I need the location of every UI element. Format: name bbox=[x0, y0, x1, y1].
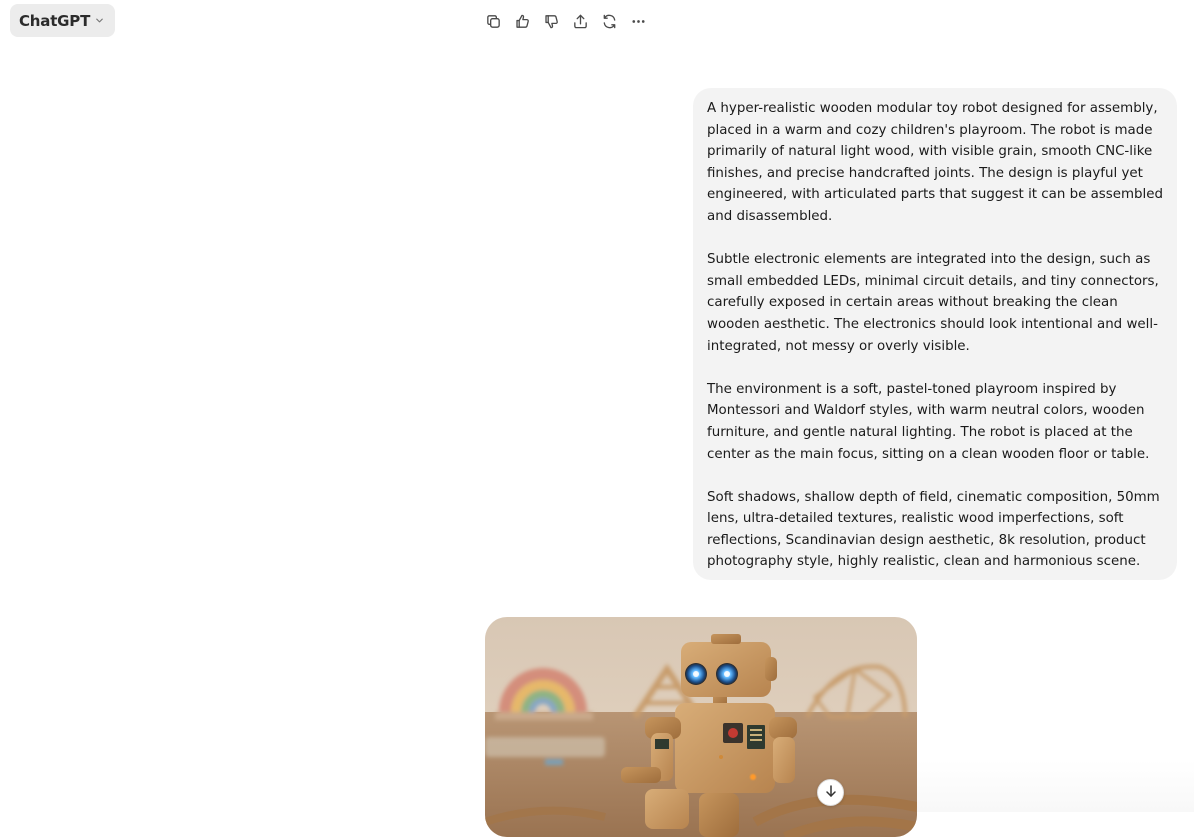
chevron-down-icon bbox=[94, 15, 105, 26]
user-message-bubble bbox=[693, 88, 1177, 580]
regenerate-button[interactable] bbox=[595, 7, 624, 36]
arrow-down-icon bbox=[824, 783, 838, 802]
user-message-paragraph: Subtle electronic elements are integrated into the design, such as small embedded LEDs, minimal circuit details, and tiny connectors, carefully exposed in certain areas without breaking the clean wooden aesthetic. The electronics should look intentional and well-integrated, not messy or overly visible. bbox=[707, 252, 1159, 354]
thumbs-down-icon bbox=[543, 13, 560, 30]
thumbs-up-icon bbox=[514, 13, 531, 30]
model-selector[interactable] bbox=[10, 4, 115, 37]
wooden-robot-image bbox=[485, 617, 917, 837]
share-button[interactable] bbox=[566, 7, 595, 36]
generated-image[interactable] bbox=[485, 617, 917, 837]
more-actions-button[interactable] bbox=[624, 7, 653, 36]
user-message-paragraph: The environment is a soft, pastel-toned playroom inspired by Montessori and Waldorf styles, with warm neutral colors, wooden furniture, and gentle natural lighting. The robot is placed at the center as the main focus, sitting on a clean wooden floor or table. bbox=[707, 381, 1150, 462]
bottom-fade bbox=[917, 760, 1194, 812]
bad-response-button[interactable] bbox=[537, 7, 566, 36]
copy-button[interactable] bbox=[479, 7, 508, 36]
model-label: ChatGPT bbox=[19, 11, 91, 30]
good-response-button[interactable] bbox=[508, 7, 537, 36]
copy-icon bbox=[485, 13, 502, 30]
regenerate-icon bbox=[601, 13, 618, 30]
message-actions-toolbar bbox=[479, 7, 653, 36]
user-message-paragraph: Soft shadows, shallow depth of field, cinematic composition, 50mm lens, ultra-detailed textures, realistic wood imperfections, soft reflections, Scandinavian design aesthetic, 8k resolution, product photography style, highly realistic, clean and harmonious scene. bbox=[707, 489, 1160, 570]
share-icon bbox=[572, 13, 589, 30]
user-message-paragraph: A hyper-realistic wooden modular toy robot designed for assembly, placed in a warm and cozy children's playroom. The robot is made primarily of natural light wood, with visible grain, smooth CNC-like finishes, and precise handcrafted joints. The design is playful yet engineered, with articulated parts that suggest it can be assembled and disassembled. bbox=[707, 101, 1164, 224]
more-icon bbox=[630, 13, 647, 30]
scroll-to-bottom-button[interactable] bbox=[817, 779, 844, 806]
